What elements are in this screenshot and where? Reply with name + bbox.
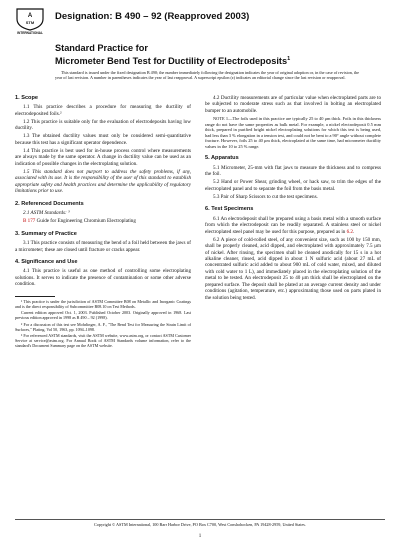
section-significance-heading: 4. Significance and Use [15,259,78,266]
footnote-1-edition: Current edition approved Oct. 1, 2003. Published October 2003. Originally approved in 1968. Last previous edition approved in 1998 as B 490 – 92 (1998). [15,310,191,321]
paragraph-6-1-text: 6.1 An electrodeposit shall be prepared using a basis metal with a smooth surface from which the electrodeposit can be readily separated. A stainless steel or nickel electroplated steel panel may be used for this purpose, prepared as in [205,215,381,235]
svg-text:A: A [27,13,33,19]
issue-note: This standard is issued under the fixed designation B 490; the number immediately following the designation indicates the year of original adoption or, in the case of revision, the year of last revision. A number in parentheses indicates the year of last reapproval. A superscript epsilon (ε) indicates an editorial change since the last revision or reapproval. [55,70,360,81]
note-1: NOTE 1—The foils used in this practice are typically 25 to 40 μm thick. Foils in this thickness range do not have the same properties as bulk metal. For example, a nickel electrodeposit 0.5 mm thick, prepared in purified bright nickel electroplating solutions for which this test is being used, had less than 3 % elongation in a tension test, and could not be bent to a 90° angle without complete fracture. However, foils 25 to 40 μm thick, electroplated at the same time, had micrometer ductility values in the 10 to 25 % range. [205,116,382,149]
astm-logo [15,5,45,39]
paragraph-5-1: 5.1 Micrometer, 25-mm with flat jaws to measure the thickness and to compress the foil. [205,164,381,178]
paragraph-6-1-end: . [352,228,355,235]
paragraph-6-2: 6.2 A piece of cold-rolled steel, of any convenient size, such as 100 by 150 mm, shall be properly cleaned, acid dipped, and electroplated with approximately 7.5 μm of nickel. After rinsing, the specimen shall be cleaned anodically for 15 s in a hot alkaline cleaner, rinsed, acid dipped in about 1 N sulfuric acid (about 27 mL of concentrated sulfuric acid added to about 900 mL of cold water, mixed, and diluted with cold water to 1 L), and immediately placed in the electroplating solution of the metal to be tested. An electrodeposit 25 to 40 μm thick shall be electroplated on the prepared surface. The deposit shall be plated at an average current density and under conditions (agitation, temperature, etc.) approximating those used on parts plated in the solution being tested. [205,236,381,301]
copyright-notice: Copyright © ASTM International, 100 Barr Harbor Drive, PO Box C700, West Conshohocken, PA 19428-2959, United States. [94,522,306,527]
title-footnote-mark[interactable]: 1 [287,56,291,62]
designation: Designation: B 490 – 92 (Reapproved 2003) [55,11,250,22]
reference-link-b177[interactable]: B 177 [23,218,36,225]
reference-b177 [15,218,191,224]
reference-title: Guide for Engineering Chromium Electroplating [35,218,136,225]
footnote-divider [15,296,55,297]
paragraph-6-1 [205,216,381,235]
footer-divider [15,519,385,520]
paragraph-1-1: 1.1 This practice describes a procedure for measuring the ductility of electrodeposited foils.² [15,104,191,117]
paragraph-1-5: 1.5 This standard does not purport to address the safety problems, if any, associated with its use. It is the responsibility of the user of this standard to establish appropriate safety and health practices and determine the applicability of regulatory limitations prior to use. [15,168,191,195]
footnote-1: ¹ This practice is under the jurisdiction of ASTM Committee B08 on Metallic and Inorganic Coatings and is the direct responsibility of Subcommittee B08.10 on Test Methods. [15,298,191,309]
paragraph-2-1: 2.1 ASTM Standards: ³ [23,210,70,217]
logo-label: INTERNATIONAL [17,31,43,35]
page-number: 1 [198,534,202,539]
paragraph-3-1: 3.1 This practice consists of measuring the bend of a foil held between the jaws of a micrometer; these are closed until fracture or cracks appear. [15,240,191,253]
section-test-specimens-heading: 6. Test Specimens [205,206,254,213]
paragraph-5-3: 5.3 Pair of Sharp Scissors to cut the test specimens. [213,193,318,200]
paragraph-1-3: 1.3 The obtained ductility values must only be considered semi-quantitative because this test has a significant operator dependence. [15,133,191,146]
document-title [55,43,385,67]
paragraph-1-2: 1.2 This practice is suitable only for the evaluation of electrodeposits having low ductility. [15,118,191,132]
paragraph-1-4: 1.4 This practice is best used for in-house process control where measurements are always made by the same operator. A change in ductility value can be used as an indication of possible changes in the electroplating solution. [15,147,191,167]
paragraph-4-1: 4.1 This practice is useful as one method of controlling some electroplating solutions. It serves to indicate the presence of contamination or some other adverse condition. [15,268,191,288]
footnote-2: ² For a discussion of this test see Mohrlinger, A. F., "The Bend Test for Measuring the Strain Limit of Surfaces," Plating, Vol 50, 1963, pp. 1094–1098. [15,321,191,332]
section-referenced-documents-heading: 2. Referenced Documents [15,200,84,207]
title-line-2 [55,54,385,67]
section-summary-heading: 3. Summary of Practice [15,230,77,237]
right-column [205,95,381,303]
footnote-3: ³ For referenced ASTM standards, visit the ASTM website, www.astm.org, or contact ASTM Customer Service at service@astm.org. For Annual Book of ASTM Standards volume information, refer to the standard's Document Summary page on the ASTM website. [15,332,191,349]
section-scope-heading: 1. Scope [15,95,39,101]
paragraph-5-2: 5.2 Hand or Power Shear, grinding wheel, or hack saw, to trim the edges of the electroplated panel and to separate the foil from the basis metal. [205,179,381,192]
title-line-1: Standard Practice for [55,43,148,53]
section-link-6-2[interactable]: 6.2 [346,228,353,235]
paragraph-4-2: 4.2 Ductility measurements are of particular value when electroplated parts are to be subjected to moderate stress such as that involved in bolting an electroplated bumper to an automobile. [205,95,381,114]
svg-text:STM: STM [25,20,35,25]
left-column [15,95,191,349]
astm-emblem-icon [15,5,45,31]
section-apparatus-heading: 5. Apparatus [205,155,239,162]
title-text: Micrometer Bend Test for Ductility of Electrodeposits [55,56,288,67]
